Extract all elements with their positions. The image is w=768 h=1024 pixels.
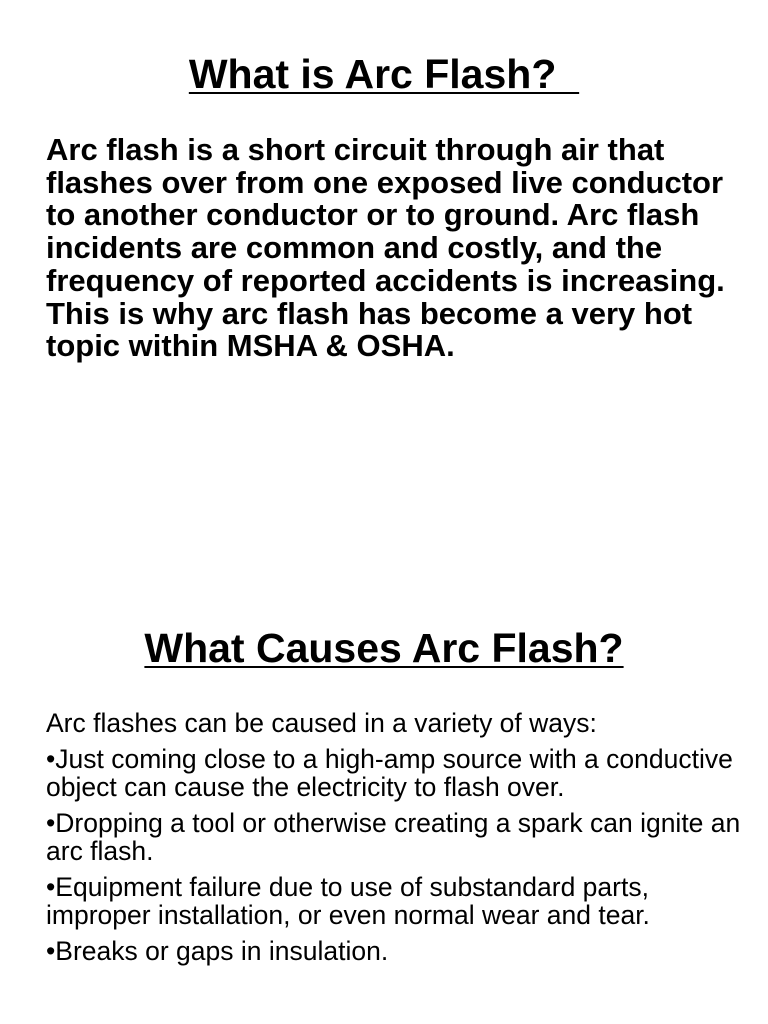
cause-bullet: •Dropping a tool or otherwise creating a spark can ignite an arc flash. bbox=[46, 807, 741, 866]
causes-intro: Arc flashes can be caused in a variety of ways: bbox=[46, 708, 597, 738]
section-title-text: What Causes Arc Flash? bbox=[144, 625, 624, 671]
section-title-what-is-arc-flash bbox=[0, 52, 768, 96]
section-title-text: What is Arc Flash? bbox=[188, 51, 580, 97]
cause-bullet: •Breaks or gaps in insulation. bbox=[46, 935, 389, 966]
section-title-what-causes-arc-flash bbox=[0, 626, 768, 670]
cause-bullet: •Just coming close to a high-amp source with a conductive object can cause the electricity to flash over. bbox=[46, 743, 733, 802]
causes-section bbox=[46, 709, 746, 972]
cause-bullet: •Equipment failure due to use of substandard parts, improper installation, or even normal wear and tear. bbox=[46, 871, 650, 930]
arc-flash-definition-paragraph: Arc flash is a short circuit through air that flashes over from one exposed live conductor to another conductor or to ground. Arc flash incidents are common and costly, and the frequency of reported accidents is increasing. This is why arc flash has become a very hot topic within MSHA & OSHA. bbox=[46, 132, 725, 364]
